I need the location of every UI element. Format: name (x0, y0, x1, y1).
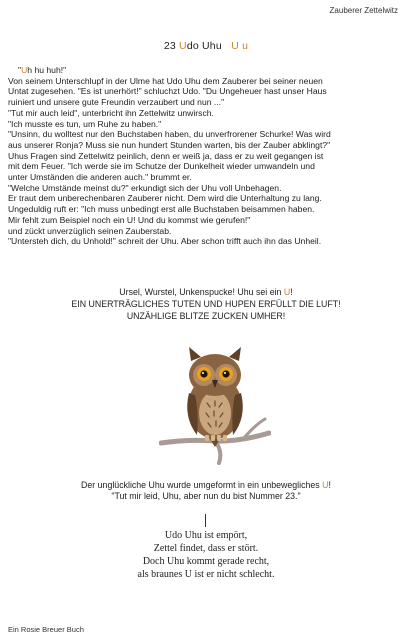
story-line: und zückt unverzüglich seinen Zauberstab. (8, 225, 172, 236)
owl-on-branch-illustration (159, 347, 271, 465)
story-line: "Untersteh dich, du Unhold!" schreit der Uhu. Aber schon trifft auch ihn das Unheil. (8, 236, 322, 247)
poem-line: als braunes U ist er nicht schlecht. (137, 569, 275, 580)
aftermath-block (0, 480, 412, 502)
story-line: mit dem Feuer. "Ich werde sie im Schutze der Dunkelheit wieder umwandeln und (8, 161, 315, 172)
spell-block (0, 286, 412, 322)
story-line: Mir fehlt zum Beispiel noch ein U! Und du kommst wie gerufen!" (8, 214, 251, 225)
story-line: "Tut mir auch leid", unterbricht ihn Zettelwitz unwirsch. (8, 107, 214, 118)
story-line: Ungeduldig ruft er: "Ich muss unbedingt erst alle Buchstaben beisammen haben. (8, 204, 315, 215)
story-line: Untat zugesehen. "Es ist unerhört!" schluchzt Udo. "Du Ungeheuer hast unser Haus (8, 86, 327, 97)
book-title: Zauberer Zettelwitz (329, 6, 398, 15)
story-line: "Welche Umstände meinst du?" erkundigt sich der Uhu voll Unbehagen. (8, 182, 282, 193)
aftermath-text: Der unglückliche Uhu wurde umgeformt in ein unbewegliches (81, 480, 323, 490)
spell-incantation (0, 286, 412, 298)
accent-letter: U (21, 65, 28, 75)
story-line: aus unserer Ronja? Muss sie nun hundert Stunden warten, bis der Zauber abklingt?" (8, 139, 331, 150)
spell-end: ! (290, 287, 293, 297)
poem-line: Zettel findet, dass er stört. (153, 543, 259, 554)
poem (0, 529, 412, 581)
story-line: unter Umständen die anderen auch." brummt er. (8, 172, 192, 183)
story-line: Uhus Fragen sind Zettelwitz peinlich, denn er weiß ja, dass er zu weit gegangen ist (8, 150, 324, 161)
chapter-letters: U u (231, 40, 249, 52)
story-line: ruiniert und unsere gute Freundin verzaubert und nun ..." (8, 97, 225, 108)
divider-line (205, 514, 206, 527)
story-line: "Ich musste es tun, um Ruhe zu haben." (8, 118, 162, 129)
story-line: "Unsinn, du wolltest nur den Buchstaben haben, du unverfrorener Schurke! Was wird (8, 129, 331, 140)
accent-letter: U (322, 480, 329, 490)
aftermath-line: "Tut mir leid, Uhu, aber nun du bist Nummer 23." (111, 491, 301, 501)
poem-line: Udo Uhu ist empört, (164, 530, 248, 541)
story-text (8, 65, 406, 247)
spell-effect-line: EIN UNERTRÄGLICHES TUTEN UND HUPEN ERFÜLLT DIE LUFT! (71, 299, 341, 309)
chapter-number-name: 23 Udo Uhu (163, 40, 222, 52)
aftermath-end: ! (328, 480, 331, 490)
poem-line: Doch Uhu kommt gerade recht, (142, 556, 270, 567)
accent-letter: U (283, 287, 291, 297)
story-line: Von seinem Unterschlupf in der Ulme hat Udo Uhu dem Zauberer bei seiner neuen (8, 75, 323, 86)
story-line: Er traut dem unberechenbaren Zauberer nicht. Dem wird die Unterhaltung zu lang. (8, 193, 322, 204)
story-line: "Uh hu huh!" (18, 65, 67, 75)
book-credit: Ein Rosie Breuer Buch (8, 625, 84, 634)
story-line-text: h hu huh!" (27, 65, 67, 75)
spell-effect-line: UNZÄHLIGE BLITZE ZUCKEN UMHER! (126, 311, 286, 321)
aftermath-line (0, 480, 412, 491)
spell-text: Ursel, Wurstel, Unkenspucke! Uhu sei ein (119, 287, 284, 297)
chapter-title (0, 40, 412, 52)
